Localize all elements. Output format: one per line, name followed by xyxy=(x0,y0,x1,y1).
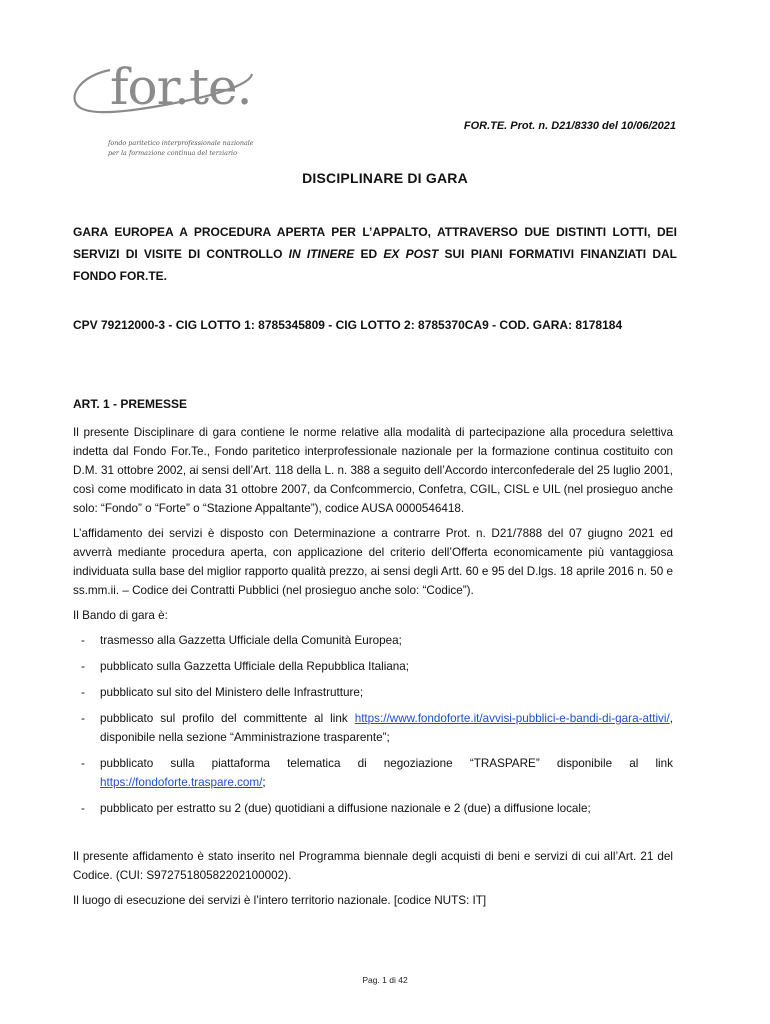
bullet-dash: - xyxy=(81,686,85,699)
logo-tagline xyxy=(108,138,298,158)
page-number: Pag. 1 di 42 xyxy=(362,975,408,985)
logo-tagline-line1: fondo paritetico interprofessionale nazionale xyxy=(108,139,254,147)
committente-profile-link[interactable]: https://www.fondoforte.it/avvisi-pubblici-e-bandi-di-gara-attivi/ xyxy=(354,712,670,725)
article-heading: ART. 1 - PREMESSE xyxy=(73,397,188,411)
logo-tagline-line2: per la formazione continua del terziario xyxy=(108,149,237,157)
subject-text-1: GARA EUROPEA A PROCEDURA APERTA PER L’APPALTO, ATTRAVERSO DUE DISTINTI LOTTI, DEI SERVIZI DI VISITE DI CONTROLLO xyxy=(73,225,677,261)
document-title: DISCIPLINARE DI GARA xyxy=(302,170,468,186)
logo-text-dot: . xyxy=(174,58,189,116)
bullet-dash: - xyxy=(81,802,85,815)
logo-text-te: te. xyxy=(188,58,252,116)
logo-wordmark xyxy=(110,58,252,116)
paragraph-4: Il presente affidamento è stato inserito nel Programma biennale degli acquisti di beni e servizi di cui all’Art. 21 del Codice. (CUI: S97275180582202100002). xyxy=(73,850,673,882)
list-item-text: trasmesso alla Gazzetta Ufficiale della Comunità Europea; xyxy=(100,634,402,647)
list-item xyxy=(73,683,673,702)
bullet-dash: - xyxy=(81,757,85,770)
bullet-dash: - xyxy=(81,660,85,673)
traspare-platform-link[interactable]: https://fondoforte.traspare.com/ xyxy=(100,776,263,789)
article-body xyxy=(73,423,673,916)
spacer xyxy=(73,825,673,847)
bullet-dash: - xyxy=(81,712,85,725)
list-item-text: pubblicato sul sito del Ministero delle Infrastrutture; xyxy=(100,686,364,699)
subject-text-2: ED xyxy=(354,247,384,261)
bullet-dash: - xyxy=(81,634,85,647)
subject-text-3: SUI PIANI FORMATIVI FINANZIATI DAL FONDO FOR.TE. xyxy=(73,247,677,283)
list-item-text: pubblicato sulla piattaforma telematica di negoziazione “TRASPARE” disponibile al link xyxy=(100,757,673,770)
list-item-text: , disponibile nella sezione “Amministrazione trasparente”; xyxy=(100,712,673,744)
paragraph-1: Il presente Disciplinare di gara contiene le norme relative alla modalità di partecipazione alla procedura selettiva indetta dal Fondo For.Te., Fondo paritetico interprofessionale nazionale per la formazione continua costituito con D.M. 31 ottobre 2002, ai sensi dell’Art. 118 della L. n. 388 a seguito dell’Accordo interconfederale del 25 luglio 2001, così come modificato in data 31 ottobre 2007, da Confcommercio, Confetra, CGIL, CISL e UIL (nel prosieguo anche solo: “Fondo” o “Forte” o “Stazione Appaltante”), codice AUSA 0000546418. xyxy=(73,426,673,515)
protocol-reference: FOR.TE. Prot. n. D21/8330 del 10/06/2021 xyxy=(463,120,676,132)
logo-text-for: for xyxy=(110,58,175,116)
list-item-text: pubblicato sulla Gazzetta Ufficiale della Repubblica Italiana; xyxy=(100,660,410,673)
subject-italic-in-itinere: IN ITINERE xyxy=(288,247,355,261)
list-item xyxy=(73,754,673,792)
paragraph-2: L’affidamento dei servizi è disposto con Determinazione a contrarre Prot. n. D21/7888 del 07 giugno 2021 ed avverrà mediante procedura aperta, con applicazione del criterio dell’Offerta economicamente più vantaggiosa individuata sulla base del miglior rapporto qualità prezzo, ai sensi degli Artt. 60 e 95 del D.lgs. 18 aprile 2016 n. 50 e ss.mm.ii. – Codice dei Contratti Pubblici (nel prosieguo anche solo: “Codice”). xyxy=(73,527,673,597)
subject-italic-ex-post: EX POST xyxy=(383,247,439,261)
list-item xyxy=(73,799,673,818)
list-item xyxy=(73,657,673,676)
cpv-cig-line: CPV 79212000-3 - CIG LOTTO 1: 8785345809 - CIG LOTTO 2: 8785370CA9 - COD. GARA: 8178184 xyxy=(73,318,623,332)
list-item xyxy=(73,631,673,650)
list-item-text: pubblicato sul profilo del committente al link xyxy=(100,712,355,725)
list-item xyxy=(73,709,673,747)
tender-subject xyxy=(73,221,677,287)
list-item-text: pubblicato per estratto su 2 (due) quotidiani a diffusione nazionale e 2 (due) a diffusione locale; xyxy=(100,802,591,815)
paragraph-3: Il Bando di gara è: xyxy=(73,609,168,622)
paragraph-5: Il luogo di esecuzione dei servizi è l’intero territorio nazionale. [codice NUTS: IT] xyxy=(73,894,487,907)
bando-publication-list xyxy=(73,631,673,818)
forte-logo xyxy=(70,58,260,162)
list-item-text: ; xyxy=(262,776,266,789)
